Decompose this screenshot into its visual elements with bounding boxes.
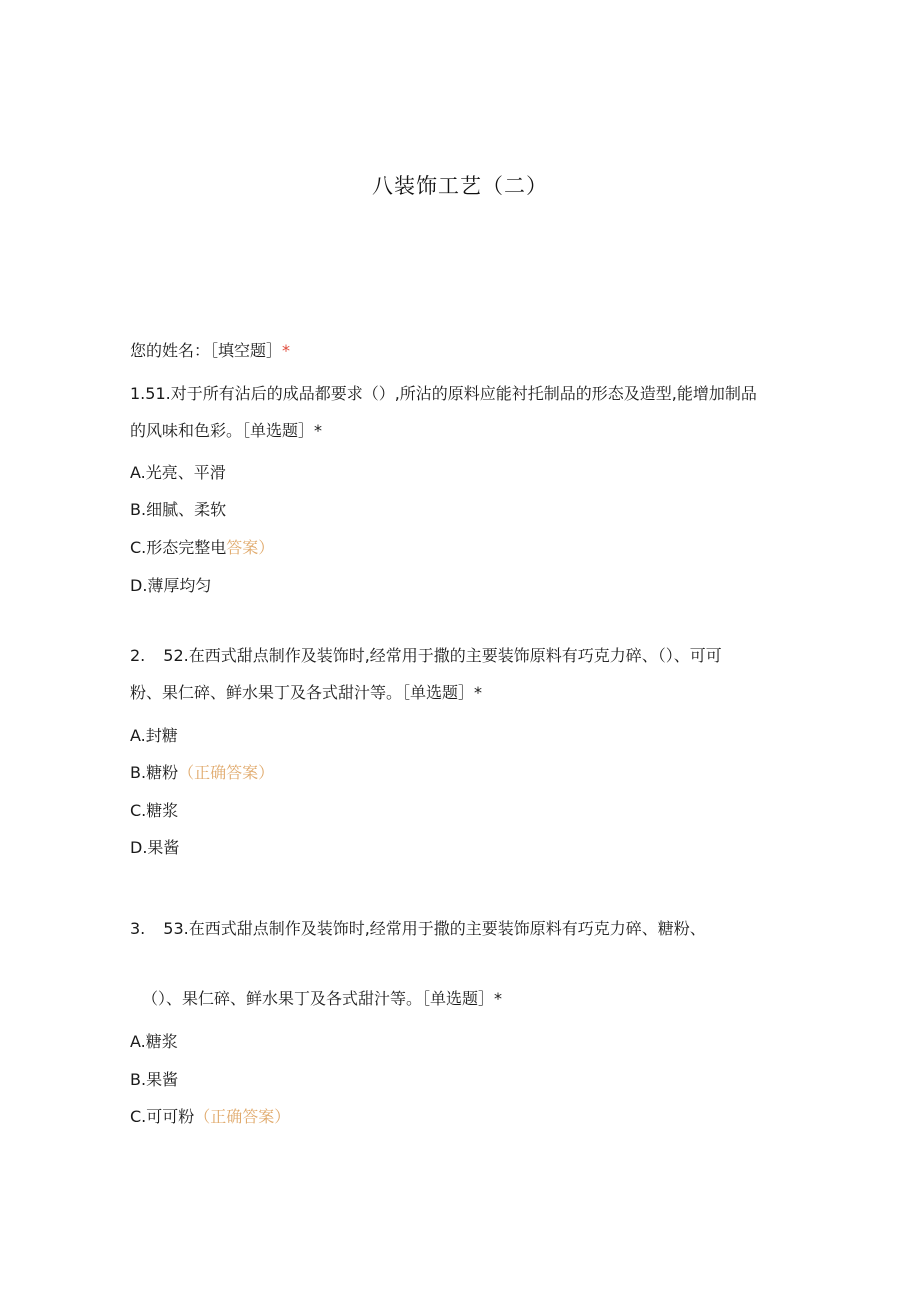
question-1-option-d[interactable] xyxy=(130,575,211,597)
question-2-option-c[interactable] xyxy=(130,800,178,822)
question-number: 2. xyxy=(130,646,146,665)
question-1-line-2: 的风味和色彩。［单选题］* xyxy=(130,421,323,440)
required-mark: * xyxy=(282,341,291,360)
option-text: D.薄厚均匀 xyxy=(130,576,212,595)
option-text: C.可可粉 xyxy=(130,1107,195,1126)
question-2-line-2: 粉、果仁碎、鲜水果丁及各式甜汁等。［单选题］* xyxy=(130,683,483,702)
question-text: 53.在西式甜点制作及装饰时,经常用于撒的主要装饰原料有巧克力碎、糖粉、 xyxy=(163,919,706,938)
question-2-option-a[interactable] xyxy=(130,725,178,747)
question-3-option-b[interactable] xyxy=(130,1069,178,1091)
question-2-line-1 xyxy=(130,645,722,667)
question-1-option-b[interactable] xyxy=(130,499,226,521)
question-number: 3. xyxy=(130,919,146,938)
name-field-text: 您的姓名：［填空题］ xyxy=(130,341,283,360)
option-text: A.封糖 xyxy=(130,726,178,745)
question-2-option-d[interactable] xyxy=(130,837,179,859)
option-text: C.形态完整电 xyxy=(130,538,227,557)
option-text: B.细腻、柔软 xyxy=(130,500,227,519)
name-field-label xyxy=(130,340,290,362)
option-text: D.果酱 xyxy=(130,838,180,857)
option-text: B.糖粉 xyxy=(130,763,179,782)
correct-answer-mark: （正确答案） xyxy=(178,763,275,782)
question-1-line-1: 1.51.对于所有沾后的成品都要求（）,所沾的原料应能衬托制品的形态及造型,能增加制品 xyxy=(130,384,757,403)
question-3-option-a[interactable] xyxy=(130,1031,178,1053)
correct-answer-mark: 答案） xyxy=(226,538,275,557)
correct-answer-mark: （正确答案） xyxy=(194,1107,291,1126)
question-3-line-1 xyxy=(130,918,706,940)
option-text: C.糖浆 xyxy=(130,801,179,820)
option-text: B.果酱 xyxy=(130,1070,179,1089)
question-1-option-a[interactable] xyxy=(130,462,226,484)
question-3-line-2: （）、果仁碎、鲜水果丁及各式甜汁等。［单选题］* xyxy=(142,989,503,1008)
question-2-option-b[interactable] xyxy=(130,762,274,784)
option-text: A.光亮、平滑 xyxy=(130,463,226,482)
question-1-option-c[interactable] xyxy=(130,537,274,559)
page-title: 八装饰工艺（二） xyxy=(372,174,548,198)
question-3-option-c[interactable] xyxy=(130,1106,290,1128)
question-text: 52.在西式甜点制作及装饰时,经常用于撒的主要装饰原料有巧克力碎、（）、可可 xyxy=(163,646,722,665)
option-text: A.糖浆 xyxy=(130,1032,178,1051)
